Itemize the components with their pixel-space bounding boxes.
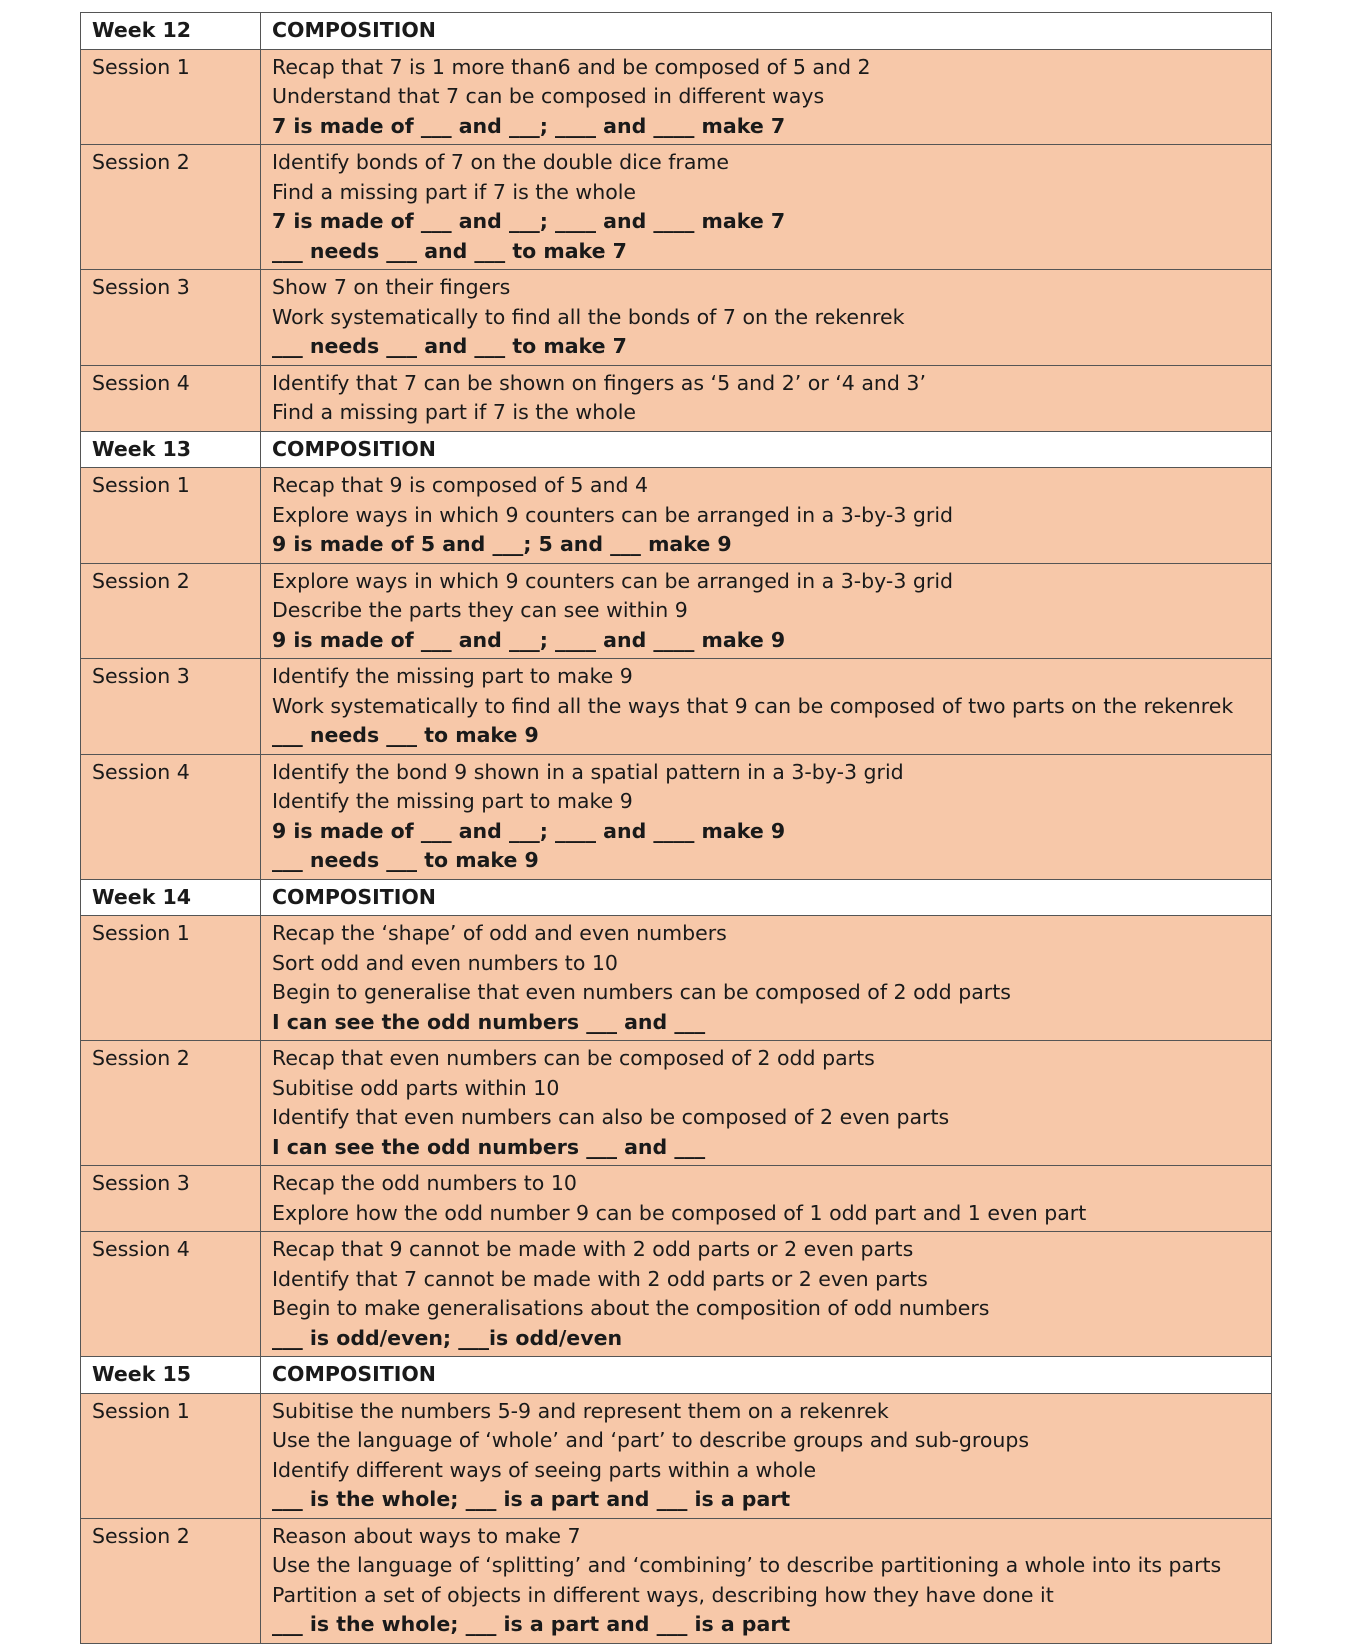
sentence-stem: ___ is odd/even; ___is odd/even: [272, 1325, 623, 1350]
sentence-stem: ___ is the whole; ___ is a part and ___ is a part: [272, 1487, 791, 1511]
objective-line: Begin to generalise that even numbers can be composed of 2 odd parts: [272, 980, 1011, 1004]
week-label: Week 13: [81, 431, 261, 468]
sentence-stem: ___ needs ___ and ___ to make 7: [272, 238, 627, 263]
objective-line: Recap the ‘shape’ of odd and even numbers: [272, 921, 727, 945]
objective-line: Identify bonds of 7 on the double dice frame: [272, 150, 729, 174]
objective-line: Work systematically to find all the bonds of 7 on the rekenrek: [272, 304, 905, 329]
objective-line: Identify different ways of seeing parts within a whole: [272, 1457, 817, 1482]
objective-line: Recap that even numbers can be composed of 2 odd parts: [272, 1046, 875, 1070]
sentence-stem: 9 is made of 5 and ___; 5 and ___ make 9: [272, 532, 732, 556]
objective-line: Explore ways in which 9 counters can be arranged in a 3-by-3 grid: [272, 502, 954, 527]
week-header-row: [81, 13, 1272, 50]
session-label: Session 2: [81, 145, 261, 270]
sentence-stem: ___ needs ___ and ___ to make 7: [272, 334, 627, 358]
session-label: Session 2: [81, 563, 261, 659]
week-header-row: [81, 431, 1272, 468]
week-topic: COMPOSITION: [261, 879, 1272, 916]
session-row: [81, 563, 1272, 659]
session-content: [261, 49, 1272, 145]
objective-line: Find a missing part if 7 is the whole: [272, 400, 637, 424]
objective-line: Reason about ways to make 7: [272, 1523, 581, 1548]
objective-line: Identify that 7 can be shown on fingers as ‘5 and 2’ or ‘4 and 3’: [272, 370, 926, 395]
session-row: [81, 145, 1272, 270]
objective-line: Find a missing part if 7 is the whole: [272, 179, 637, 204]
session-label: Session 4: [81, 365, 261, 431]
session-label: Session 1: [81, 49, 261, 145]
objective-line: Use the language of ‘whole’ and ‘part’ to describe groups and sub-groups: [272, 1428, 1030, 1452]
week-topic: COMPOSITION: [261, 13, 1272, 50]
sentence-stem: 7 is made of ___ and ___; ____ and ____ make 7: [272, 209, 786, 233]
week-header-row: [81, 1357, 1272, 1394]
objective-line: Explore ways in which 9 counters can be arranged in a 3-by-3 grid: [272, 568, 954, 593]
session-content: [261, 754, 1272, 879]
objective-line: Partition a set of objects in different ways, describing how they have done it: [272, 1582, 1054, 1607]
session-content: [261, 145, 1272, 270]
objective-line: Understand that 7 can be composed in different ways: [272, 84, 825, 108]
session-label: Session 1: [81, 916, 261, 1041]
sentence-stem: ___ needs ___ to make 9: [272, 723, 539, 747]
objective-line: Identify the missing part to make 9: [272, 789, 633, 813]
sentence-stem: 9 is made of ___ and ___; ____ and ____ make 9: [272, 627, 786, 652]
session-label: Session 4: [81, 754, 261, 879]
week-label: Week 14: [81, 879, 261, 916]
session-content: [261, 916, 1272, 1041]
session-row: [81, 49, 1272, 145]
session-label: Session 2: [81, 1518, 261, 1643]
session-row: [81, 1518, 1272, 1643]
sentence-stem: 9 is made of ___ and ___; ____ and ____ make 9: [272, 818, 786, 843]
session-label: Session 3: [81, 1166, 261, 1232]
session-label: Session 1: [81, 468, 261, 564]
sentence-stem: I can see the odd numbers ___ and ___: [272, 1134, 706, 1159]
objective-line: Work systematically to find all the ways that 9 can be composed of two parts on the rekenrek: [272, 693, 1234, 718]
session-content: [261, 270, 1272, 366]
week-topic: COMPOSITION: [261, 1357, 1272, 1394]
session-row: [81, 1393, 1272, 1518]
session-row: [81, 270, 1272, 366]
session-row: [81, 659, 1272, 755]
objective-line: Identify that 7 cannot be made with 2 odd parts or 2 even parts: [272, 1266, 928, 1291]
sentence-stem: ___ is the whole; ___ is a part and ___ is a part: [272, 1612, 791, 1636]
objective-line: Subitise odd parts within 10: [272, 1075, 560, 1100]
objective-line: Explore how the odd number 9 can be composed of 1 odd part and 1 even part: [272, 1200, 1087, 1225]
objective-line: Recap that 9 is composed of 5 and 4: [272, 473, 649, 497]
objective-line: Recap that 7 is 1 more than6 and be composed of 5 and 2: [272, 54, 871, 79]
session-row: [81, 1166, 1272, 1232]
session-row: [81, 468, 1272, 564]
session-content: [261, 1232, 1272, 1357]
objective-line: Identify the bond 9 shown in a spatial pattern in a 3-by-3 grid: [272, 759, 904, 784]
session-label: Session 1: [81, 1393, 261, 1518]
week-header-row: [81, 879, 1272, 916]
objective-line: Identify that even numbers can also be composed of 2 even parts: [272, 1105, 950, 1129]
session-content: [261, 365, 1272, 431]
objective-line: Subitise the numbers 5-9 and represent them on a rekenrek: [272, 1398, 889, 1423]
session-row: [81, 1232, 1272, 1357]
week-label: Week 15: [81, 1357, 261, 1394]
composition-table: [80, 12, 1272, 1644]
session-content: [261, 1393, 1272, 1518]
session-label: Session 3: [81, 659, 261, 755]
week-topic: COMPOSITION: [261, 431, 1272, 468]
sentence-stem: I can see the odd numbers ___ and ___: [272, 1009, 706, 1034]
session-content: [261, 468, 1272, 564]
week-label: Week 12: [81, 13, 261, 50]
session-content: [261, 659, 1272, 755]
sentence-stem: ___ needs ___ to make 9: [272, 848, 539, 872]
session-row: [81, 365, 1272, 431]
session-content: [261, 1166, 1272, 1232]
objective-line: Sort odd and even numbers to 10: [272, 950, 618, 975]
objective-line: Recap that 9 cannot be made with 2 odd parts or 2 even parts: [272, 1237, 914, 1261]
objective-line: Recap the odd numbers to 10: [272, 1171, 577, 1195]
session-row: [81, 754, 1272, 879]
session-content: [261, 1518, 1272, 1643]
sentence-stem: 7 is made of ___ and ___; ____ and ____ make 7: [272, 113, 786, 138]
table-body: [81, 13, 1272, 1644]
session-content: [261, 1041, 1272, 1166]
objective-line: Begin to make generalisations about the composition of odd numbers: [272, 1296, 990, 1320]
session-label: Session 3: [81, 270, 261, 366]
objective-line: Show 7 on their fingers: [272, 275, 511, 299]
session-row: [81, 1041, 1272, 1166]
session-label: Session 2: [81, 1041, 261, 1166]
objective-line: Identify the missing part to make 9: [272, 664, 633, 688]
session-row: [81, 916, 1272, 1041]
planning-document: [80, 12, 1271, 1644]
objective-line: Describe the parts they can see within 9: [272, 598, 688, 622]
session-content: [261, 563, 1272, 659]
objective-line: Use the language of ‘splitting’ and ‘combining’ to describe partitioning a whole into its parts: [272, 1553, 1222, 1577]
session-label: Session 4: [81, 1232, 261, 1357]
